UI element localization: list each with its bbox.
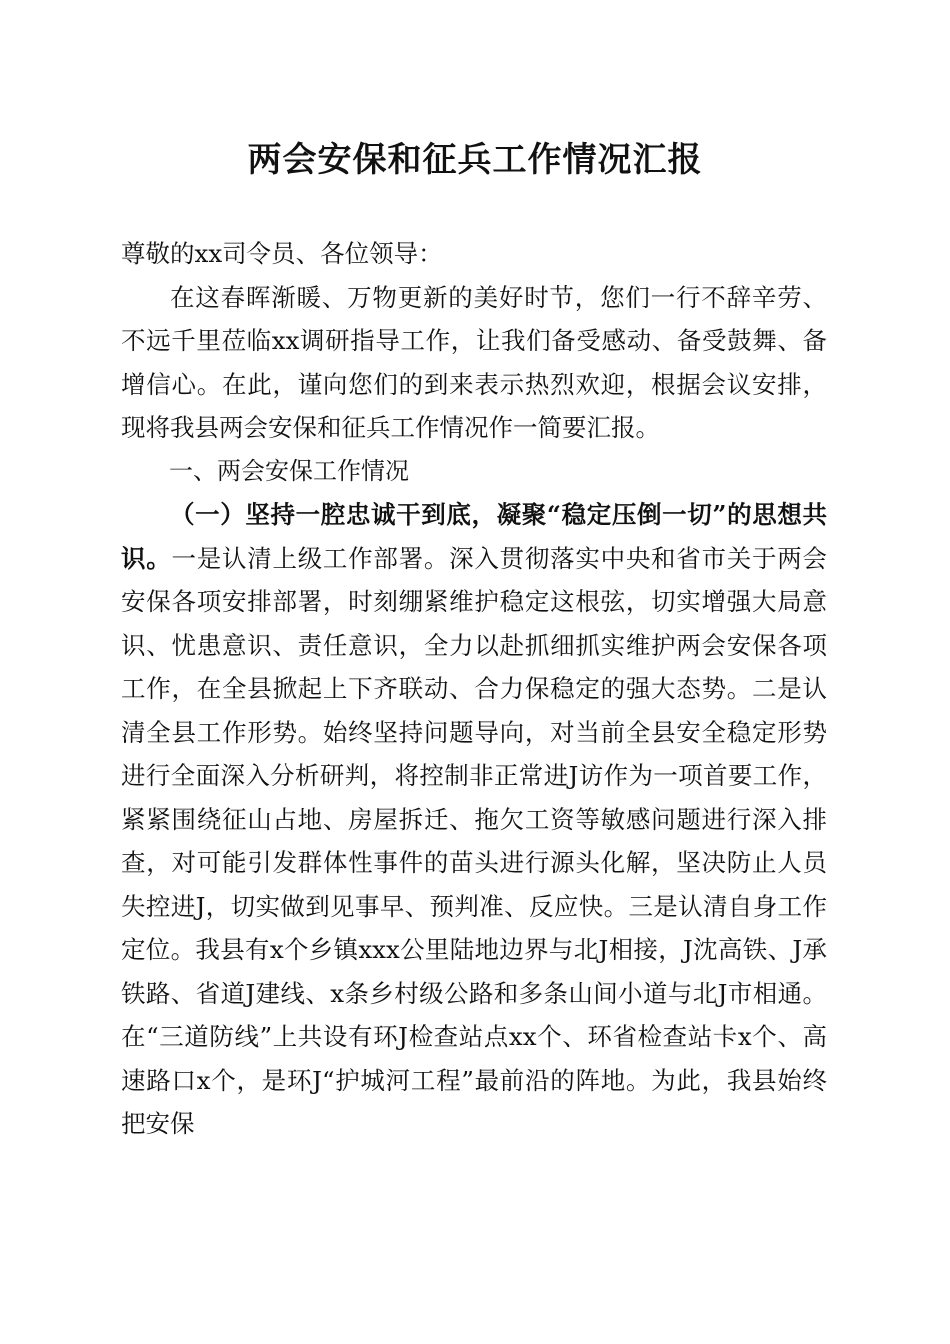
salutation: 尊敬的xx司令员、各位领导： <box>121 239 443 268</box>
intro-paragraph: 在这春晖渐暖、万物更新的美好时节，您们一行不辞辛劳、不远千里莅临xx调研指导工作，让我们备受感动、备受鼓舞、备增信心。在此，谨向您们的到来表示热烈欢迎，根据会议安排，现将我县两会安保和征兵工作情况作一简要汇报。 <box>121 282 827 442</box>
document-title: 两会安保和征兵工作情况汇报 <box>247 140 703 180</box>
subsection-lead: （一）坚持一腔忠诚干到底，凝聚“稳定压倒一切”的思想共识。 <box>121 500 827 573</box>
subsection-paragraph <box>121 493 827 1146</box>
section-heading: 一、两会安保工作情况 <box>169 456 409 485</box>
document-body <box>121 232 827 1146</box>
subsection-body: 一是认清上级工作部署。深入贯彻落实中央和省市关于两会安保各项安排部署，时刻绷紧维护稳定这根弦，切实增强大局意识、忧患意识、责任意识，全力以赴抓细抓实维护两会安保各项工作，在全县掀起上下齐联动、合力保稳定的强大态势。二是认清全县工作形势。始终坚持问题导向，对当前全县安全稳定形势进行全面深入分析研判，将控制非正常进J访作为一项首要工作，紧紧围绕征山占地、房屋拆迁、拖欠工资等敏感问题进行深入排查，对可能引发群体性事件的苗头进行源头化解，坚决防止人员失控进J，切实做到见事早、预判准、反应快。三是认清自身工作定位。我县有x个乡镇xxx公里陆地边界与北J相接，J沈高铁、J承铁路、省道J建线、x条乡村级公路和多条山间小道与北J市相通。在“三道防线”上共设有环J检查站点xx个、环省检查站卡x个、高速路口x个，是环J“护城河工程”最前沿的阵地。为此，我县始终把安保 <box>121 543 828 1138</box>
